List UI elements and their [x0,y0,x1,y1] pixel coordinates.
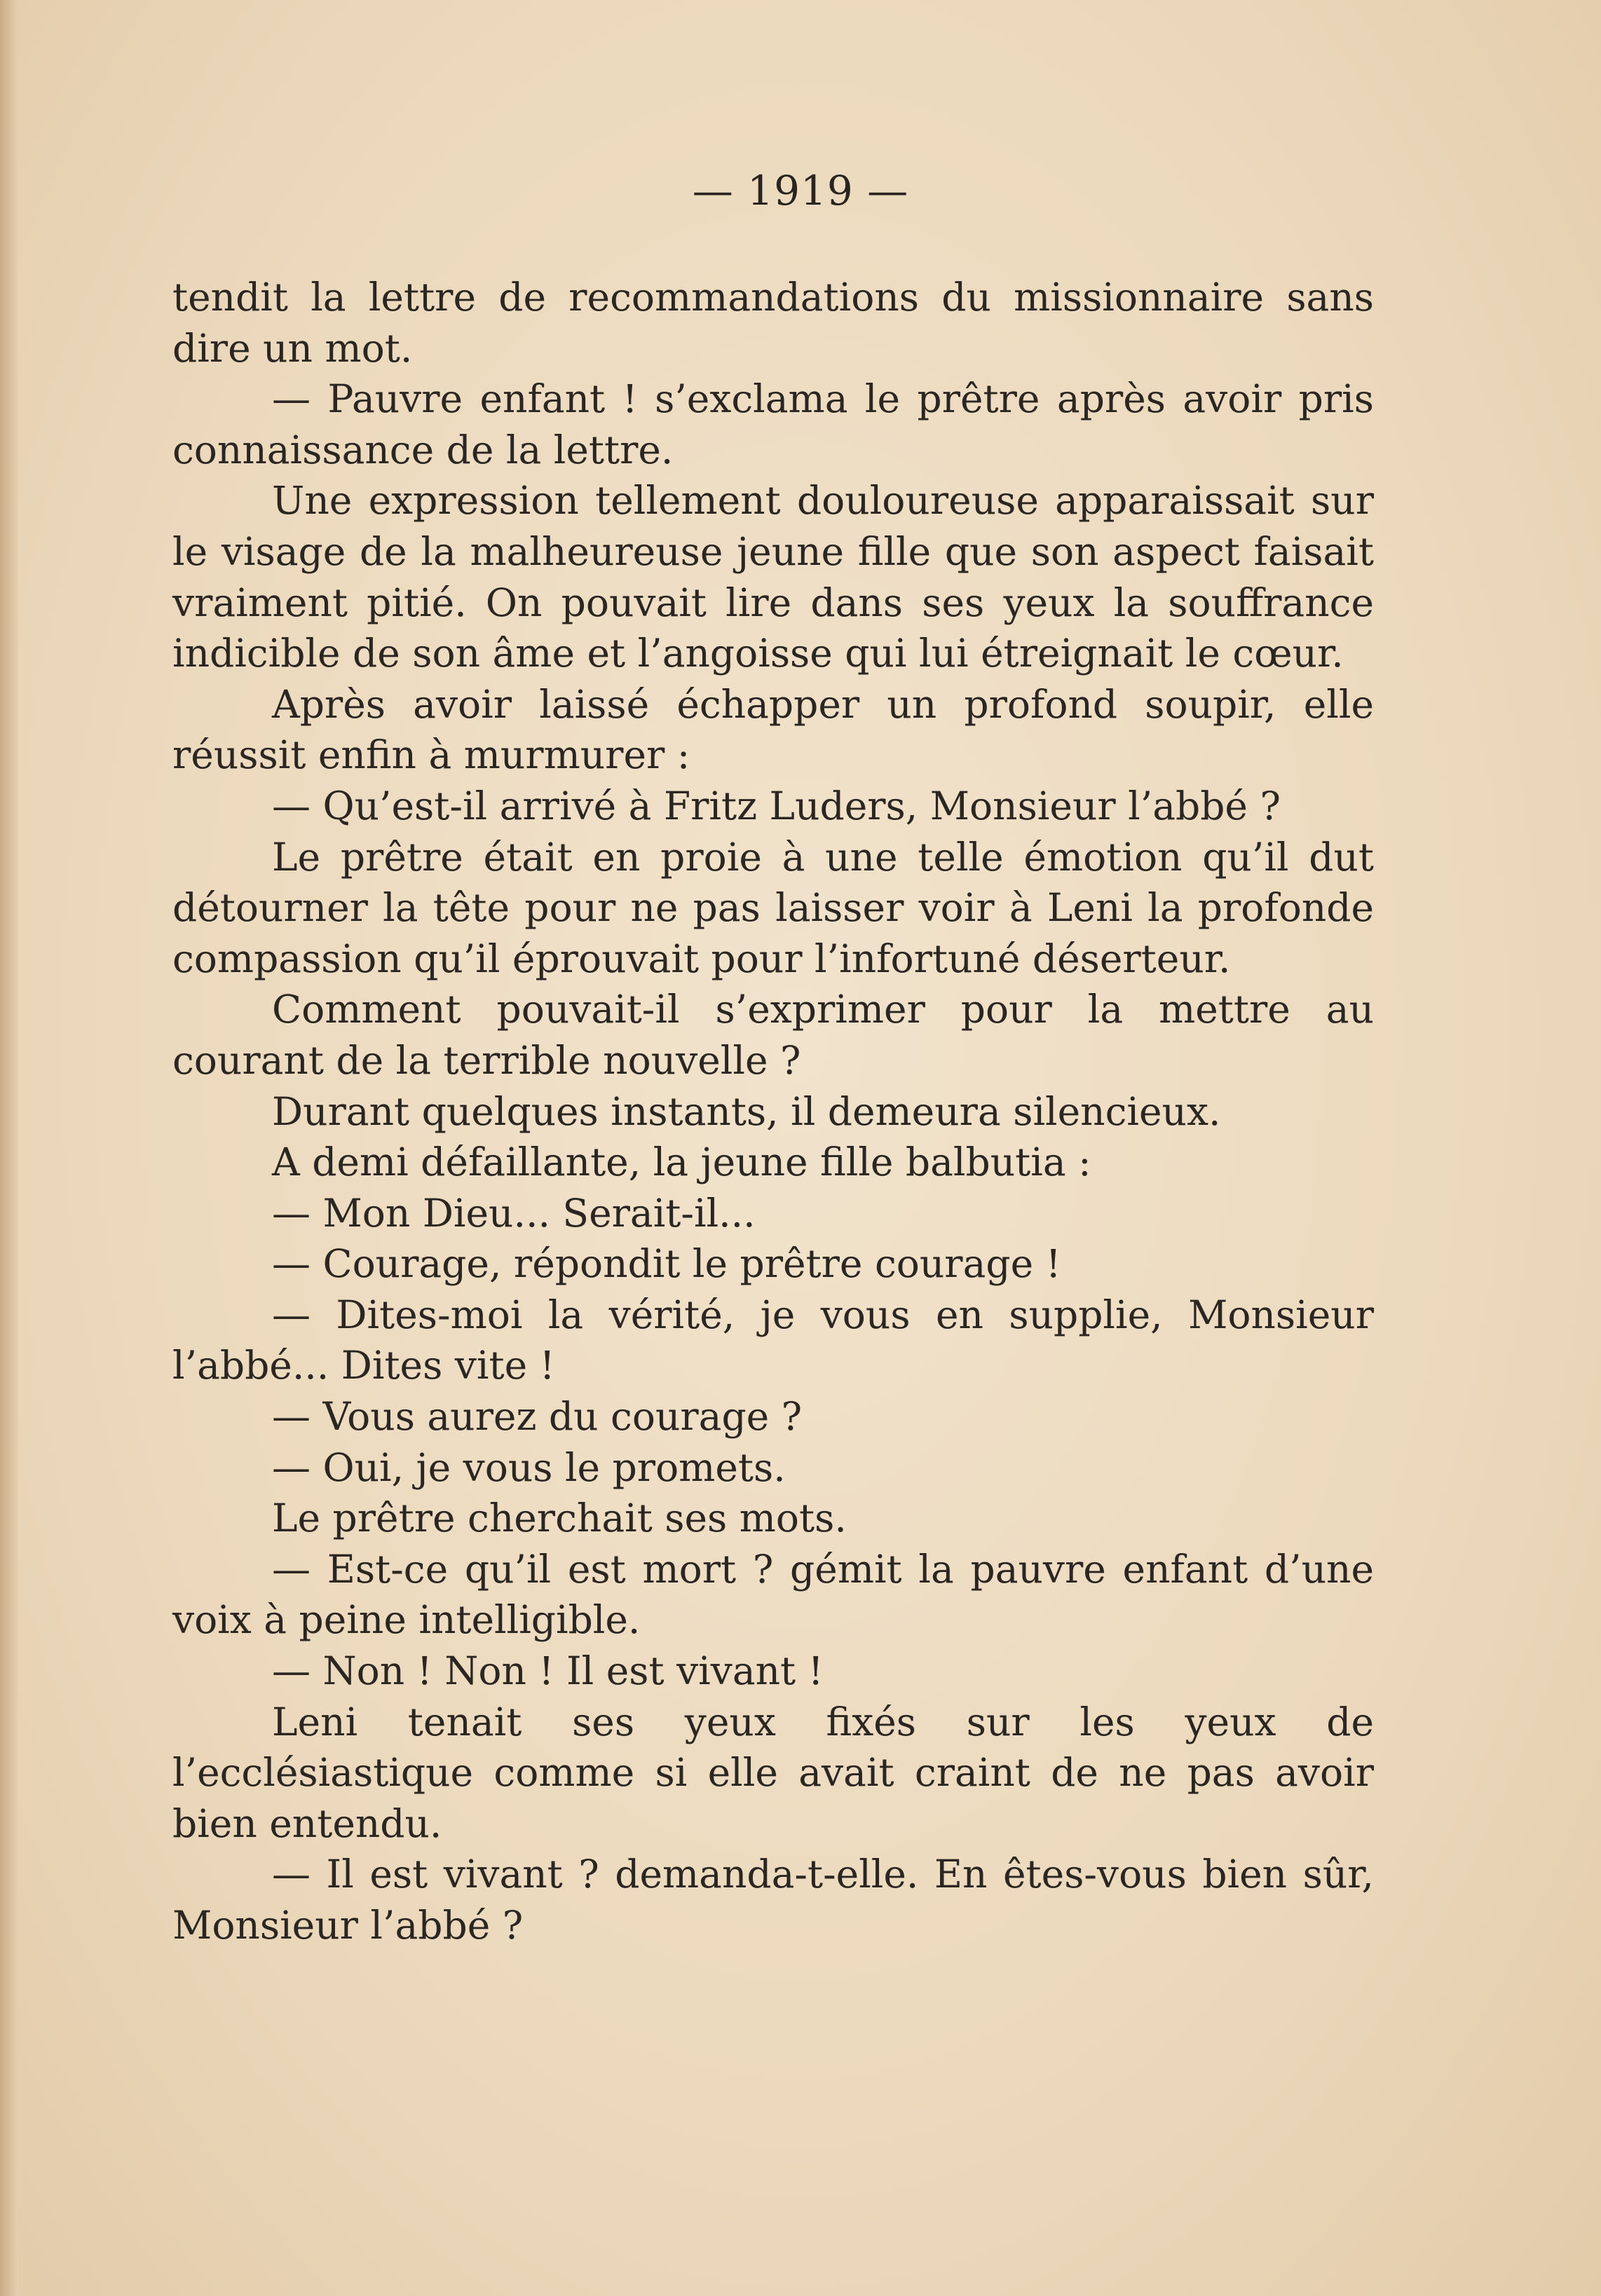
paragraph: — Qu’est-il arrivé à Fritz Luders, Monsieur l’abbé ? [272,783,1281,828]
paragraph: — Pauvre enfant ! s’exclama le prêtre après avoir pris connaissance de la lettre. [172,376,1374,472]
page-edge [0,0,18,2296]
paragraph: Comment pouvait-il s’exprimer pour la mettre au courant de la terrible nouvelle ? [172,987,1374,1083]
paragraph: — Vous aurez du courage ? [272,1394,803,1440]
paragraph: Durant quelques instants, il demeura silencieux. [272,1088,1221,1134]
paragraph: Le prêtre cherchait ses mots. [272,1496,847,1541]
paragraph: A demi défaillante, la jeune fille balbutia : [272,1140,1091,1185]
paragraph: Une expression tellement douloureuse apparaissait sur le visage de la malheureuse jeune fille que son aspect faisait vraiment pitié. On pouvait lire dans ses yeux la souffrance indicible de son âme et l’angoisse qui lui étreignait le cœur. [172,478,1374,676]
paragraph: — Courage, répondit le prêtre courage ! [272,1241,1061,1287]
paragraph: — Mon Dieu... Serait-il... [272,1190,756,1236]
body-text [172,272,1374,1951]
paragraph: — Dites-moi la vérité, je vous en supplie, Monsieur l’abbé... Dites vite ! [172,1292,1374,1388]
paragraph: Le prêtre était en proie à une telle émotion qu’il dut détourner la tête pour ne pas laisser voir à Leni la profonde compassion qu’il éprouvait pour l’infortuné déserteur. [172,834,1374,981]
paragraph: — Non ! Non ! Il est vivant ! [272,1648,824,1694]
page-number: — 1919 — [692,167,909,214]
paragraph: — Est-ce qu’il est mort ? gémit la pauvre enfant d’une voix à peine intelligible. [172,1546,1374,1643]
paragraph: Après avoir laissé échapper un profond soupir, elle réussit enfin à murmurer : [172,681,1374,778]
paragraph: tendit la lettre de recommandations du missionnaire sans dire un mot. [172,275,1374,371]
paragraph: — Oui, je vous le promets. [272,1444,786,1490]
paragraph: Leni tenait ses yeux fixés sur les yeux de l’ecclésiastique comme si elle avait craint de ne pas avoir bien entendu. [172,1699,1374,1846]
paragraph: — Il est vivant ? demanda-t-elle. En êtes-vous bien sûr, Monsieur l’abbé ? [172,1852,1374,1948]
